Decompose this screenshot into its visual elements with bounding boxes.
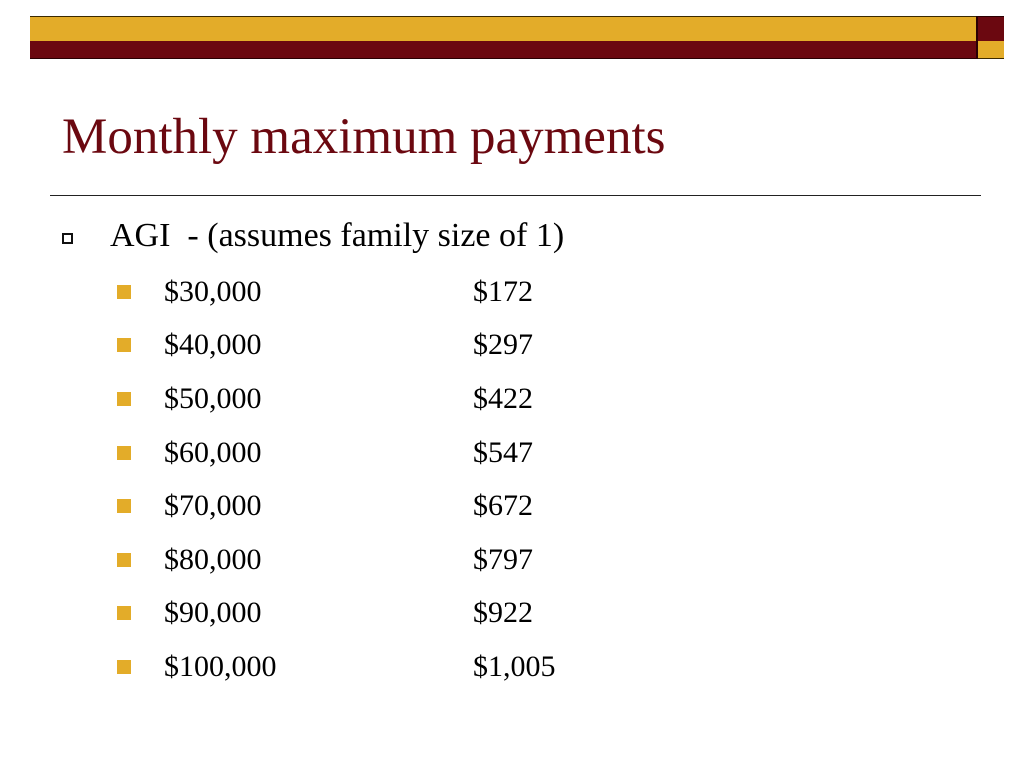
square-bullet-icon bbox=[117, 446, 131, 460]
payment-list bbox=[117, 265, 556, 694]
payment-value: $1,005 bbox=[473, 649, 556, 683]
slide-title: Monthly maximum payments bbox=[62, 109, 666, 165]
agi-value: $80,000 bbox=[164, 542, 262, 576]
list-item bbox=[117, 426, 556, 480]
payment-value: $422 bbox=[473, 381, 533, 415]
payment-value: $672 bbox=[473, 489, 533, 523]
agi-value: $40,000 bbox=[164, 328, 262, 362]
header-band-maroon bbox=[30, 41, 977, 59]
agi-value: $70,000 bbox=[164, 489, 262, 523]
payment-value: $297 bbox=[473, 328, 533, 362]
agi-value: $90,000 bbox=[164, 596, 262, 630]
list-item bbox=[117, 640, 556, 694]
list-item bbox=[117, 479, 556, 533]
header-band-gold bbox=[30, 16, 977, 42]
payment-value: $797 bbox=[473, 542, 533, 576]
square-bullet-icon bbox=[117, 338, 131, 352]
agi-value: $50,000 bbox=[164, 381, 262, 415]
header-corner-maroon bbox=[977, 16, 1004, 42]
agi-value: $100,000 bbox=[164, 649, 277, 683]
agi-value: $60,000 bbox=[164, 435, 262, 469]
header-corner-gold bbox=[977, 41, 1004, 59]
square-bullet-icon bbox=[117, 499, 131, 513]
bullet-agi-heading bbox=[62, 212, 564, 260]
title-underline bbox=[50, 195, 981, 196]
list-item bbox=[117, 265, 556, 319]
agi-value: $30,000 bbox=[164, 274, 262, 308]
list-item bbox=[117, 319, 556, 373]
square-bullet-icon bbox=[117, 285, 131, 299]
list-item bbox=[117, 533, 556, 587]
list-item bbox=[117, 372, 556, 426]
list-item bbox=[117, 587, 556, 641]
hollow-square-bullet-icon bbox=[62, 233, 73, 244]
square-bullet-icon bbox=[117, 553, 131, 567]
payment-value: $922 bbox=[473, 596, 533, 630]
square-bullet-icon bbox=[117, 660, 131, 674]
payment-value: $172 bbox=[473, 274, 533, 308]
square-bullet-icon bbox=[117, 392, 131, 406]
header-corner-divider bbox=[976, 16, 978, 59]
bullet-text: AGI - (assumes family size of 1) bbox=[110, 217, 565, 254]
payment-value: $547 bbox=[473, 435, 533, 469]
square-bullet-icon bbox=[117, 606, 131, 620]
